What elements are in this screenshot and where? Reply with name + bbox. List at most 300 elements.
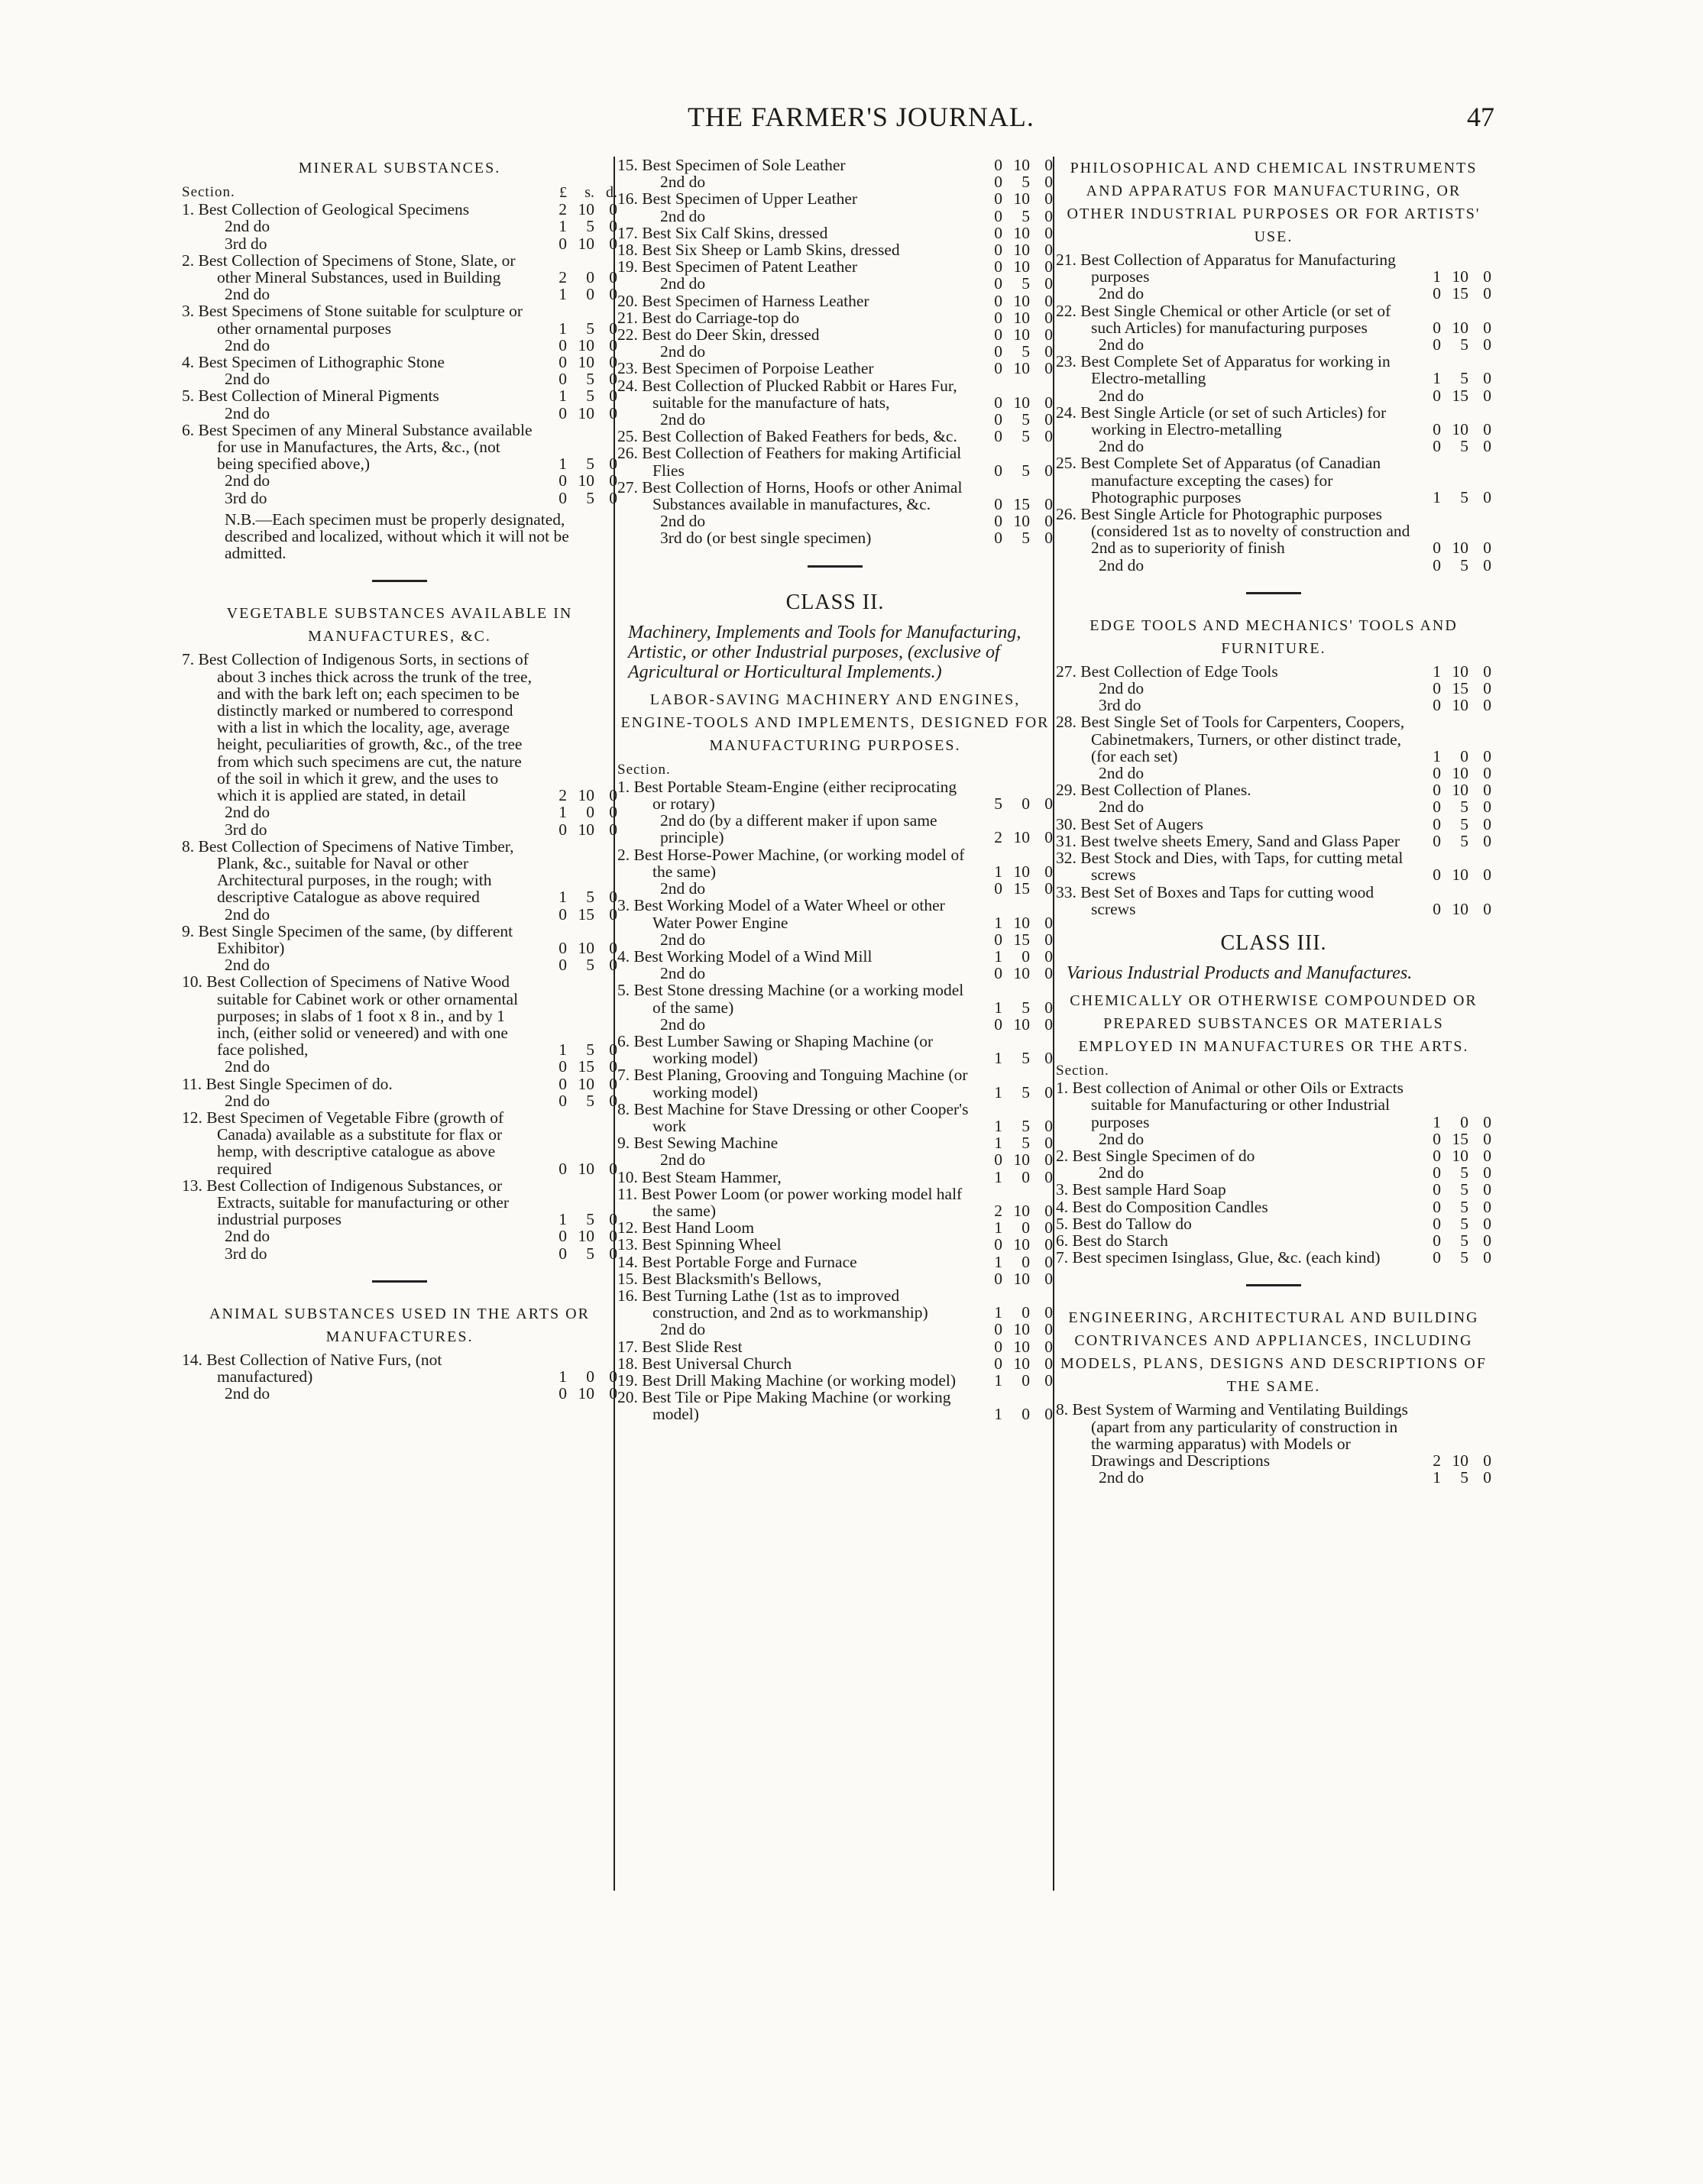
pence: 0 bbox=[609, 200, 617, 219]
shillings: 10 bbox=[1452, 662, 1468, 681]
prize-amount bbox=[1412, 1199, 1491, 1215]
pence: 0 bbox=[1483, 866, 1491, 885]
shillings: 10 bbox=[578, 1227, 594, 1246]
pence: 0 bbox=[609, 1384, 617, 1403]
prize-amount bbox=[973, 1338, 1053, 1355]
pounds: 0 bbox=[1433, 437, 1441, 456]
prize-item bbox=[617, 326, 1053, 343]
prize-description: 2. Best Single Specimen of do bbox=[1056, 1146, 1255, 1165]
pounds: 0 bbox=[994, 1014, 1002, 1034]
prize-description: 7. Best specimen Isinglass, Glue, &c. (each kind) bbox=[1056, 1248, 1381, 1267]
pounds: 0 bbox=[1433, 555, 1441, 574]
shillings: 5 bbox=[1021, 1049, 1030, 1068]
prize-item bbox=[182, 1351, 617, 1385]
prize-amount bbox=[538, 235, 617, 252]
prize-amount bbox=[973, 1236, 1053, 1253]
shillings: 5 bbox=[1021, 427, 1030, 446]
pence: 0 bbox=[1483, 1231, 1491, 1250]
shillings: 10 bbox=[1452, 539, 1468, 558]
prize-description: 2nd do bbox=[660, 173, 706, 192]
pence: 0 bbox=[1044, 206, 1053, 225]
prize-amount bbox=[973, 293, 1053, 309]
section-rule bbox=[808, 565, 863, 568]
pounds: 1 bbox=[994, 1405, 1002, 1424]
prize-amount bbox=[538, 1058, 617, 1075]
shillings: 0 bbox=[1021, 1405, 1030, 1424]
prize-line-runner-up bbox=[1056, 336, 1491, 353]
pounds: 0 bbox=[1433, 764, 1441, 783]
pence: 0 bbox=[1044, 946, 1053, 966]
pounds: 0 bbox=[994, 930, 1002, 949]
pounds: 0 bbox=[1433, 539, 1441, 558]
shillings: 5 bbox=[1021, 206, 1030, 225]
shillings: 10 bbox=[1452, 781, 1468, 800]
shillings: 5 bbox=[1460, 1468, 1468, 1487]
pence: 0 bbox=[609, 1210, 617, 1229]
pounds: 2 bbox=[558, 268, 567, 287]
prize-amount bbox=[973, 1372, 1053, 1389]
pence: 0 bbox=[1044, 1252, 1053, 1271]
pounds: 0 bbox=[994, 1354, 1002, 1373]
prize-description: 3rd do bbox=[225, 1244, 267, 1263]
pounds: 0 bbox=[994, 1320, 1002, 1339]
prize-item bbox=[182, 303, 617, 336]
prize-item bbox=[1056, 506, 1491, 557]
pence: 0 bbox=[609, 353, 617, 372]
prize-item bbox=[182, 1076, 617, 1092]
shillings: 10 bbox=[578, 1159, 594, 1178]
prize-item bbox=[1056, 816, 1491, 833]
shillings: 5 bbox=[586, 888, 594, 907]
shillings: 15 bbox=[578, 904, 594, 924]
prize-amount bbox=[973, 462, 1053, 479]
prize-description: 5. Best Stone dressing Machine (or a working model of the same) bbox=[617, 981, 964, 1017]
prize-description: 25. Best Collection of Baked Feathers for beds, &c. bbox=[617, 427, 957, 446]
prize-line-runner-up bbox=[1056, 1469, 1491, 1486]
shillings: 0 bbox=[1021, 1370, 1030, 1390]
pence: 0 bbox=[1483, 267, 1491, 286]
prize-description: 6. Best Lumber Sawing or Shaping Machine (or working model) bbox=[617, 1031, 934, 1068]
pence: 0 bbox=[609, 820, 617, 839]
pence: 0 bbox=[1483, 1248, 1491, 1267]
pence: 0 bbox=[1044, 1337, 1053, 1356]
prize-amount bbox=[1412, 438, 1491, 455]
prize-amount bbox=[538, 354, 617, 370]
prize-item bbox=[617, 948, 1053, 965]
prize-description: 22. Best Single Chemical or other Article (or set of such Articles) for manufacturing purposes bbox=[1056, 301, 1391, 337]
prize-item bbox=[1056, 884, 1491, 917]
prize-description: 2nd do bbox=[1099, 1468, 1145, 1487]
prize-description: 2nd do bbox=[660, 1320, 706, 1339]
pence: 0 bbox=[1044, 393, 1053, 412]
prize-line-runner-up bbox=[617, 931, 1053, 948]
pence: 0 bbox=[1483, 814, 1491, 833]
prize-item bbox=[1056, 1147, 1491, 1164]
shillings: 5 bbox=[586, 1040, 594, 1060]
prize-description: 2nd do bbox=[225, 217, 270, 236]
prize-item bbox=[1056, 1249, 1491, 1266]
pence: 0 bbox=[1044, 427, 1053, 446]
pence: 0 bbox=[1044, 913, 1053, 932]
shillings: 0 bbox=[1021, 946, 1030, 966]
prize-amount bbox=[1412, 1131, 1491, 1147]
shillings: 10 bbox=[1013, 964, 1030, 983]
prize-description: 14. Best Portable Forge and Furnace bbox=[617, 1252, 857, 1271]
pence: 0 bbox=[1044, 1218, 1053, 1238]
section-heading: MINERAL SUBSTANCES. bbox=[298, 160, 501, 176]
pounds: 0 bbox=[1433, 1180, 1441, 1199]
pounds: 0 bbox=[1433, 284, 1441, 303]
prize-line-runner-up bbox=[182, 1228, 617, 1244]
pence: 0 bbox=[1044, 359, 1053, 378]
section-label: Section. bbox=[182, 184, 235, 200]
pounds: 0 bbox=[558, 1159, 567, 1178]
pence: 0 bbox=[609, 956, 617, 975]
pence: 0 bbox=[1044, 342, 1053, 361]
page-number: 47 bbox=[1467, 102, 1494, 132]
pounds: 0 bbox=[994, 1235, 1002, 1254]
prize-amount bbox=[538, 472, 617, 489]
section-rule bbox=[372, 1280, 427, 1283]
shillings: 10 bbox=[1452, 1451, 1468, 1470]
prize-amount bbox=[1412, 781, 1491, 798]
prize-amount bbox=[538, 370, 617, 387]
pence: 0 bbox=[609, 403, 617, 422]
prize-line-runner-up bbox=[1056, 557, 1491, 574]
pounds: 1 bbox=[1433, 487, 1441, 506]
prize-description: 2nd do bbox=[660, 410, 706, 429]
prize-amount bbox=[1412, 1181, 1491, 1198]
prize-description: 16. Best Turning Lathe (1st as to improved construction, and 2nd as to workmanship) bbox=[617, 1286, 928, 1322]
prize-line-runner-up bbox=[182, 218, 617, 235]
shillings: 10 bbox=[578, 353, 594, 372]
prize-description: 24. Best Collection of Plucked Rabbit or Hares Fur, suitable for the manufacture of hats, bbox=[617, 376, 957, 412]
prize-amount bbox=[973, 1321, 1053, 1338]
prize-amount bbox=[1412, 268, 1491, 285]
shillings: 10 bbox=[578, 1074, 594, 1093]
prize-line-runner-up bbox=[1056, 798, 1491, 815]
prize-amount bbox=[1412, 798, 1491, 815]
shillings: 15 bbox=[1452, 284, 1468, 303]
pence: 0 bbox=[1044, 529, 1053, 548]
pounds: 0 bbox=[558, 1384, 567, 1403]
prize-amount bbox=[1412, 1164, 1491, 1181]
pounds: 0 bbox=[558, 956, 567, 975]
prize-line-runner-up bbox=[182, 286, 617, 303]
prize-description: 2nd do bbox=[660, 274, 706, 293]
pounds: 0 bbox=[994, 223, 1002, 242]
pence: 0 bbox=[609, 1244, 617, 1263]
pounds: 1 bbox=[558, 319, 567, 338]
pounds: 0 bbox=[1433, 335, 1441, 354]
shillings: 5 bbox=[586, 370, 594, 389]
pounds: 1 bbox=[558, 803, 567, 822]
prize-item bbox=[1056, 781, 1491, 798]
pence: 0 bbox=[1044, 964, 1053, 983]
shillings: 10 bbox=[578, 234, 594, 253]
prize-item bbox=[617, 479, 1053, 513]
prize-description: 8. Best System of Warming and Ventilating Buildings (apart from any particularity of construction in the warming apparatus) with Models or Drawings and Descriptions bbox=[1056, 1400, 1408, 1470]
prize-amount bbox=[973, 275, 1053, 292]
pounds: 0 bbox=[994, 308, 1002, 327]
prize-description: 2nd do bbox=[225, 335, 270, 354]
prize-amount bbox=[538, 269, 617, 286]
shillings: 5 bbox=[1021, 173, 1030, 192]
prize-item bbox=[1056, 849, 1491, 883]
shillings: 5 bbox=[586, 956, 594, 975]
pounds: 5 bbox=[994, 794, 1002, 814]
prize-amount bbox=[538, 320, 617, 337]
prize-item bbox=[182, 923, 617, 956]
pounds: 0 bbox=[994, 291, 1002, 310]
pence: 0 bbox=[1044, 1269, 1053, 1288]
prize-line-runner-up bbox=[617, 965, 1053, 982]
pence: 0 bbox=[1044, 1405, 1053, 1424]
prize-item bbox=[1056, 353, 1491, 387]
prize-item bbox=[617, 1236, 1053, 1253]
prize-description: 4. Best Specimen of Lithographic Stone bbox=[182, 353, 445, 372]
pounds: 1 bbox=[1433, 1468, 1441, 1487]
prize-amount bbox=[973, 190, 1053, 207]
pence: 0 bbox=[1044, 998, 1053, 1017]
shillings: 10 bbox=[1013, 359, 1030, 378]
shillings: 10 bbox=[1013, 1320, 1030, 1339]
prize-amount bbox=[973, 326, 1053, 343]
pounds: 0 bbox=[994, 879, 1002, 898]
prize-item bbox=[1056, 663, 1491, 680]
prize-description: 13. Best Spinning Wheel bbox=[617, 1235, 782, 1254]
prize-line-runner-up bbox=[182, 490, 617, 506]
prize-item bbox=[182, 252, 617, 286]
pence: 0 bbox=[1044, 189, 1053, 209]
pence: 0 bbox=[1044, 257, 1053, 277]
pence: 0 bbox=[1044, 1134, 1053, 1153]
prize-amount bbox=[973, 309, 1053, 326]
shillings: 10 bbox=[578, 820, 594, 839]
pounds: 1 bbox=[558, 1367, 567, 1386]
pence: 0 bbox=[1044, 1320, 1053, 1339]
prize-description: 19. Best Drill Making Machine (or working model) bbox=[617, 1370, 957, 1390]
shillings: 10 bbox=[1452, 764, 1468, 783]
prize-description: 26. Best Single Article for Photographic purposes (considered 1st as to novelty of construction and 2nd as to superiority of finish bbox=[1056, 505, 1410, 558]
shillings: 10 bbox=[1013, 1201, 1030, 1220]
prize-amount bbox=[973, 1304, 1053, 1321]
prize-description: 32. Best Stock and Dies, with Taps, for cutting metal screws bbox=[1056, 849, 1404, 885]
pence: 0 bbox=[1483, 284, 1491, 303]
prize-description: 3. Best sample Hard Soap bbox=[1056, 1180, 1226, 1199]
prize-description: 1. Best collection of Animal or other Oils or Extracts suitable for Manufacturing or other Industrial purposes bbox=[1056, 1079, 1404, 1131]
prize-description: 29. Best Collection of Planes. bbox=[1056, 781, 1251, 800]
shillings: 10 bbox=[1013, 1354, 1030, 1373]
pence: 0 bbox=[1044, 1370, 1053, 1390]
pounds: 0 bbox=[994, 342, 1002, 361]
prize-amount bbox=[973, 931, 1053, 948]
prize-item bbox=[617, 1338, 1053, 1355]
prize-description: 2nd do bbox=[1099, 437, 1145, 456]
prize-description: 1. Best Portable Steam-Engine (either reciprocating or rotary) bbox=[617, 777, 957, 814]
prize-amount bbox=[1412, 370, 1491, 387]
prize-line-runner-up bbox=[182, 405, 617, 422]
prize-amount bbox=[538, 337, 617, 354]
pence: 0 bbox=[609, 455, 617, 474]
prize-line-runner-up bbox=[617, 529, 1053, 546]
prize-item bbox=[182, 838, 617, 906]
pence: 0 bbox=[1044, 1235, 1053, 1254]
shillings: 5 bbox=[1021, 1134, 1030, 1153]
pence: 0 bbox=[1483, 798, 1491, 817]
pence: 0 bbox=[609, 1074, 617, 1093]
prize-description: 3rd do bbox=[225, 234, 267, 253]
pence: 0 bbox=[1044, 1082, 1053, 1102]
pence: 0 bbox=[609, 488, 617, 507]
prize-description: 2nd do bbox=[1099, 1163, 1145, 1183]
prize-description: 30. Best Set of Augers bbox=[1056, 814, 1203, 833]
prize-amount bbox=[973, 1084, 1053, 1101]
prize-line-runner-up bbox=[617, 1321, 1053, 1338]
prize-item bbox=[617, 360, 1053, 377]
shillings: 5 bbox=[1460, 1231, 1468, 1250]
prize-description: 17. Best Slide Rest bbox=[617, 1337, 743, 1356]
prize-amount bbox=[973, 225, 1053, 241]
pounds: 0 bbox=[558, 403, 567, 422]
prize-description: 2nd do bbox=[225, 1384, 270, 1403]
pounds: 0 bbox=[994, 241, 1002, 260]
prize-description: 2nd do bbox=[1099, 335, 1145, 354]
prize-item bbox=[617, 241, 1053, 258]
prize-item bbox=[1056, 1215, 1491, 1232]
prize-amount bbox=[973, 1355, 1053, 1372]
prize-amount bbox=[973, 1169, 1053, 1186]
prize-amount bbox=[973, 1050, 1053, 1066]
shillings: 10 bbox=[1013, 241, 1030, 260]
pence: 0 bbox=[1483, 1112, 1491, 1131]
prize-description: 22. Best do Deer Skin, dressed bbox=[617, 325, 820, 345]
pence: 0 bbox=[609, 1159, 617, 1178]
pounds: 1 bbox=[558, 888, 567, 907]
pounds: 1 bbox=[558, 1210, 567, 1229]
prize-amount bbox=[1412, 663, 1491, 680]
prize-description: 2nd do bbox=[225, 285, 270, 304]
pounds: 0 bbox=[558, 1057, 567, 1076]
prize-amount bbox=[973, 1151, 1053, 1168]
prize-amount bbox=[1412, 1114, 1491, 1131]
prize-item bbox=[617, 1219, 1053, 1236]
shillings: 0 bbox=[1021, 1218, 1030, 1238]
pence: 0 bbox=[1044, 241, 1053, 260]
prize-item bbox=[182, 651, 617, 804]
pounds: 0 bbox=[994, 393, 1002, 412]
shillings: 0 bbox=[1021, 1167, 1030, 1186]
section-heading: VEGETABLE SUBSTANCES AVAILABLE IN MANUFACTURES, &C. bbox=[226, 605, 573, 645]
journal-title: THE FARMER'S JOURNAL. bbox=[688, 102, 1034, 132]
pounds: 0 bbox=[994, 461, 1002, 480]
prize-line-runner-up bbox=[1056, 285, 1491, 302]
prize-amount bbox=[1412, 1232, 1491, 1249]
pounds: 0 bbox=[558, 938, 567, 957]
prize-item bbox=[617, 897, 1053, 930]
shillings: 15 bbox=[1013, 495, 1030, 514]
prize-description: 27. Best Collection of Edge Tools bbox=[1056, 662, 1278, 681]
pence: 0 bbox=[609, 1040, 617, 1060]
shillings: 10 bbox=[1013, 308, 1030, 327]
prize-item bbox=[182, 973, 617, 1058]
pence: 0 bbox=[609, 1227, 617, 1246]
prize-description: 3rd do bbox=[225, 488, 267, 507]
prize-item bbox=[1056, 1181, 1491, 1198]
pence: 0 bbox=[1044, 461, 1053, 480]
running-head bbox=[0, 101, 1703, 139]
prize-amount bbox=[973, 1134, 1053, 1151]
pence: 0 bbox=[609, 285, 617, 304]
prize-amount bbox=[1412, 748, 1491, 765]
prize-item bbox=[617, 309, 1053, 326]
pence: 0 bbox=[1483, 369, 1491, 388]
pounds: 1 bbox=[994, 1082, 1002, 1102]
section-label: Section. bbox=[617, 761, 671, 778]
prize-description: 31. Best twelve sheets Emery, Sand and Glass Paper bbox=[1056, 831, 1400, 850]
prize-amount bbox=[1412, 866, 1491, 883]
pence: 0 bbox=[609, 387, 617, 406]
pounds: 1 bbox=[994, 1218, 1002, 1238]
prize-item bbox=[617, 445, 1053, 478]
prize-amount bbox=[973, 1016, 1053, 1033]
prize-description: 23. Best Specimen of Porpoise Leather bbox=[617, 359, 874, 378]
pence: 0 bbox=[1483, 1197, 1491, 1216]
prize-amount bbox=[973, 914, 1053, 931]
shillings: 10 bbox=[1013, 913, 1030, 932]
pounds: 0 bbox=[1433, 1197, 1441, 1216]
prize-description: 20. Best Specimen of Harness Leather bbox=[617, 291, 869, 310]
pounds: 0 bbox=[1433, 696, 1441, 715]
prize-amount bbox=[538, 490, 617, 506]
pence: 0 bbox=[609, 803, 617, 822]
pence: 0 bbox=[1044, 1116, 1053, 1135]
prize-amount bbox=[973, 496, 1053, 513]
prize-description: 27. Best Collection of Horns, Hoofs or other Animal Substances available in manufactures, &c. bbox=[617, 477, 963, 514]
prize-amount bbox=[973, 394, 1053, 411]
prize-description: 2nd do bbox=[660, 1014, 706, 1034]
pounds: 1 bbox=[1433, 662, 1441, 681]
pence: 0 bbox=[1044, 1303, 1053, 1322]
pounds: 0 bbox=[558, 335, 567, 354]
prize-amount bbox=[973, 999, 1053, 1016]
pence: 0 bbox=[1044, 862, 1053, 881]
pounds: 1 bbox=[994, 946, 1002, 966]
shillings: 5 bbox=[1021, 529, 1030, 548]
shillings: 10 bbox=[1013, 393, 1030, 412]
pence: 0 bbox=[1483, 1468, 1491, 1487]
prize-line-runner-up bbox=[182, 370, 617, 387]
prize-amount bbox=[973, 1118, 1053, 1134]
pence: 0 bbox=[609, 268, 617, 287]
prize-item bbox=[617, 258, 1053, 275]
pence: 0 bbox=[1044, 495, 1053, 514]
pounds: 0 bbox=[994, 189, 1002, 209]
shillings: 5 bbox=[1021, 998, 1030, 1017]
prize-item bbox=[1056, 1401, 1491, 1469]
prize-description: 18. Best Six Sheep or Lamb Skins, dressed bbox=[617, 241, 900, 260]
pence: 0 bbox=[609, 370, 617, 389]
shillings: 0 bbox=[1021, 1252, 1030, 1271]
prize-amount bbox=[538, 1160, 617, 1177]
prize-description: 2nd do bbox=[660, 342, 706, 361]
prize-description: 3. Best Working Model of a Water Wheel or other Water Power Engine bbox=[617, 896, 945, 932]
prize-amount bbox=[973, 795, 1053, 812]
prize-item bbox=[617, 1355, 1053, 1372]
prize-amount bbox=[973, 157, 1053, 173]
section-heading: CHEMICALLY OR OTHERWISE COMPOUNDED OR PREPARED SUBSTANCES OR MATERIALS EMPLOYED IN MANUFACTURES OR THE ARTS. bbox=[1070, 992, 1478, 1055]
prize-item bbox=[182, 1109, 617, 1177]
